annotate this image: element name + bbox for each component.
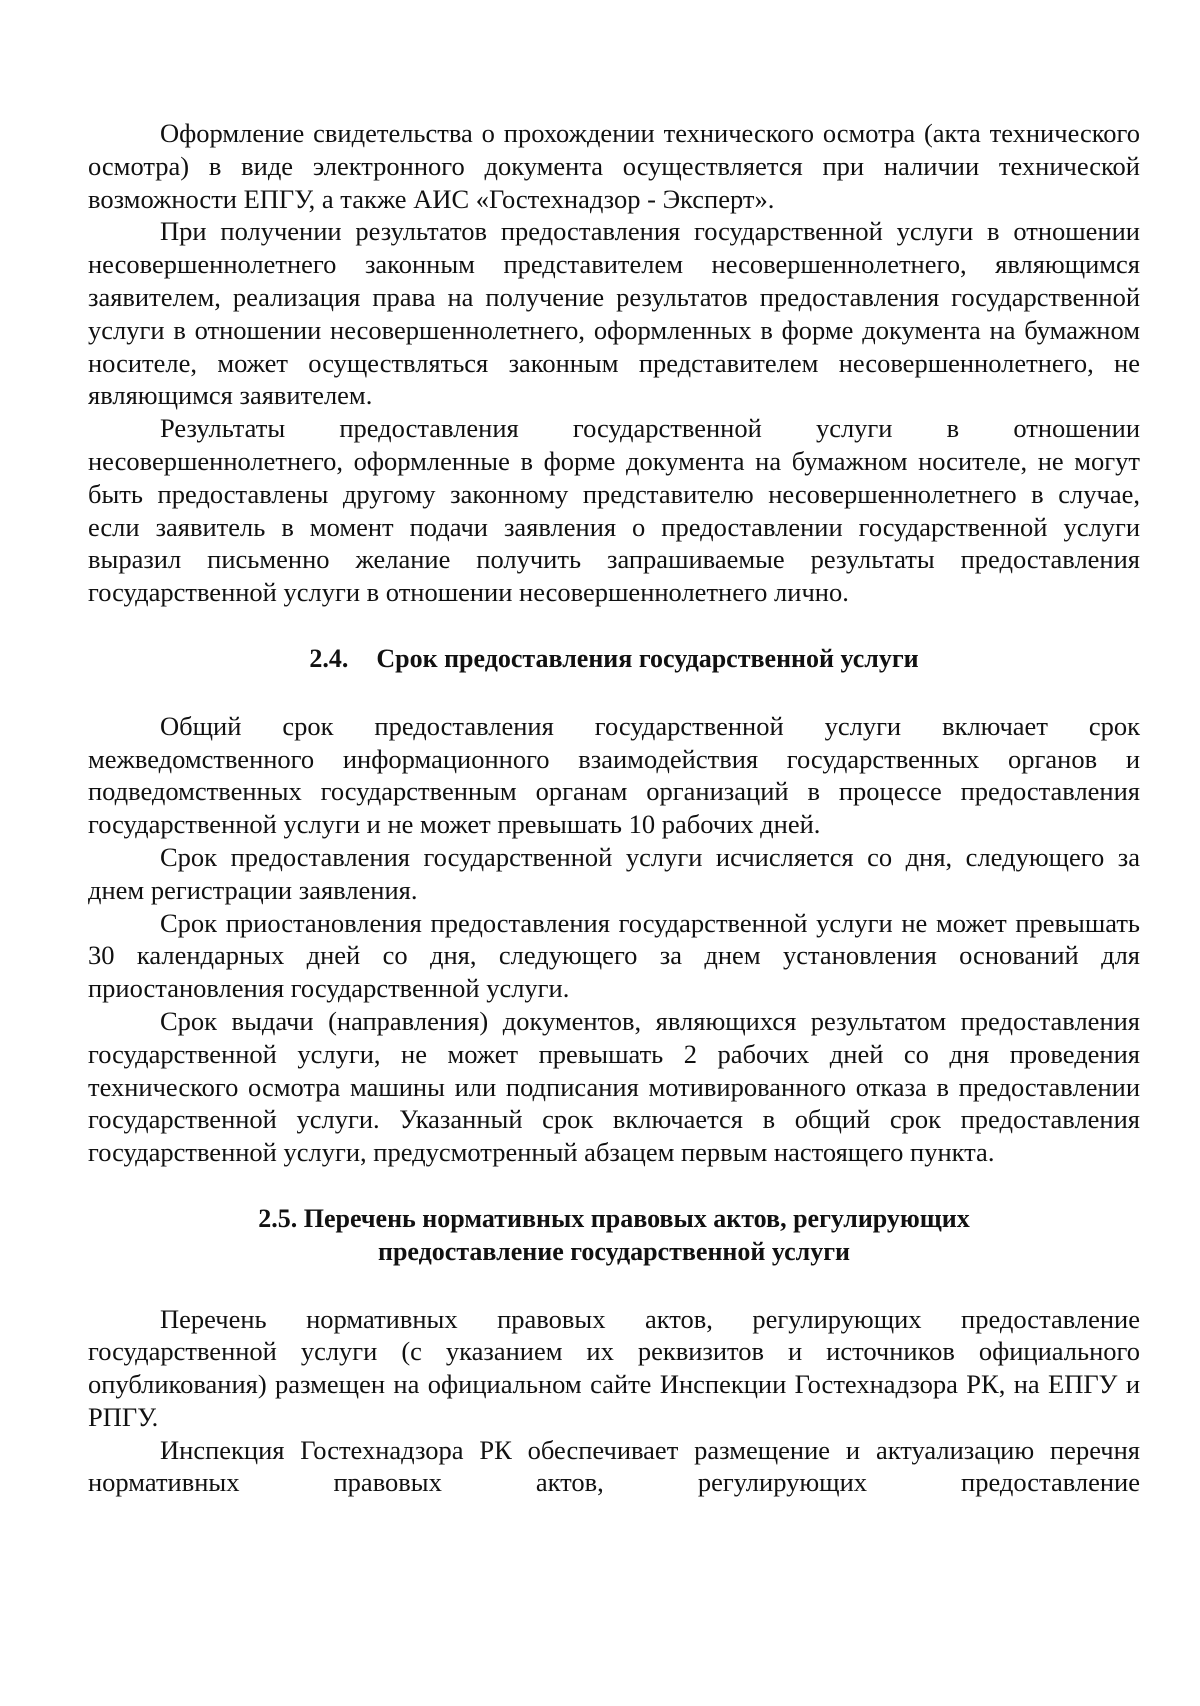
section-2-5-title-line-2: предоставление государственной услуги (377, 1236, 851, 1266)
paragraph-term-calculation: Срок предоставления государственной услуги исчисляется со дня, следующего за днем регистрации заявления. (88, 841, 1140, 905)
paragraph-regulatory-acts-list: Перечень нормативных правовых актов, регулирующих предоставление государственной услуги (с указанием их реквизитов и источников официального опубликования) размещен на официальном сайте Инспекции Гостехнадзора РК, на ЕПГУ и РПГУ. (88, 1303, 1140, 1432)
paragraph-general-term: Общий срок предоставления государственной услуги включает срок межведомственного информационного взаимодействия государственных органов и подведомственных государственным органам организаций в процессе предоставления государственной услуги и не может превышать 10 рабочих дней. (88, 710, 1140, 840)
paragraph-minor-legal-representative: При получении результатов предоставления государственной услуги в отношении несовершеннолетнего законным представителем несовершеннолетнего, являющимся заявителем, реализация права на получение результатов предоставления государственной услуги в отношении несовершеннолетнего, оформленных в форме документа на бумажном носителе, может осуществляться законным представителем несовершеннолетнего, не являющимся заявителем. (88, 216, 1140, 411)
paragraph-suspension-term: Срок приостановления предоставления государственной услуги не может превышать 30 календарных дней со дня, следующего за днем установления оснований для приостановления государственной услуги. (88, 907, 1140, 1004)
paragraph-issuance-term: Срок выдачи (направления) документов, являющихся результатом предоставления государственной услуги, не может превышать 2 рабочих дней со дня проведения технического осмотра машины или подписания мотивированного отказа в предоставлении государственной услуги. Указанный срок включается в общий срок предоставления государственной услуги, предусмотренный абзацем первым настоящего пункта. (88, 1005, 1140, 1168)
section-2-4-heading (88, 643, 1140, 676)
paragraph-electronic-certificate: Оформление свидетельства о прохождении технического осмотра (акта технического осмотра) в виде электронного документа осуществляется при наличии технической возможности ЕПГУ, а также АИС «Гостехнадзор - Эксперт». (88, 118, 1140, 214)
section-2-4-title: Срок предоставления государственной услуги (376, 643, 919, 673)
document-body (88, 117, 1140, 1499)
section-2-4-number: 2.4. (309, 643, 349, 673)
section-2-5-heading (88, 1203, 1140, 1269)
section-2-5-title-line-1: 2.5. Перечень нормативных правовых актов, регулирующих (258, 1203, 970, 1233)
paragraph-minor-results-restriction: Результаты предоставления государственной услуги в отношении несовершеннолетнего, оформленные в форме документа на бумажном носителе, не могут быть предоставлены другому законному представителю несовершеннолетнего в случае, если заявитель в момент подачи заявления о предоставлении государственной услуги выразил письменно желание получить запрашиваемые результаты предоставления государственной услуги в отношении несовершеннолетнего лично. (88, 413, 1140, 608)
paragraph-inspection-updates: Инспекция Гостехнадзора РК обеспечивает размещение и актуализацию перечня нормативных правовых актов, регулирующих предоставление (88, 1434, 1140, 1498)
